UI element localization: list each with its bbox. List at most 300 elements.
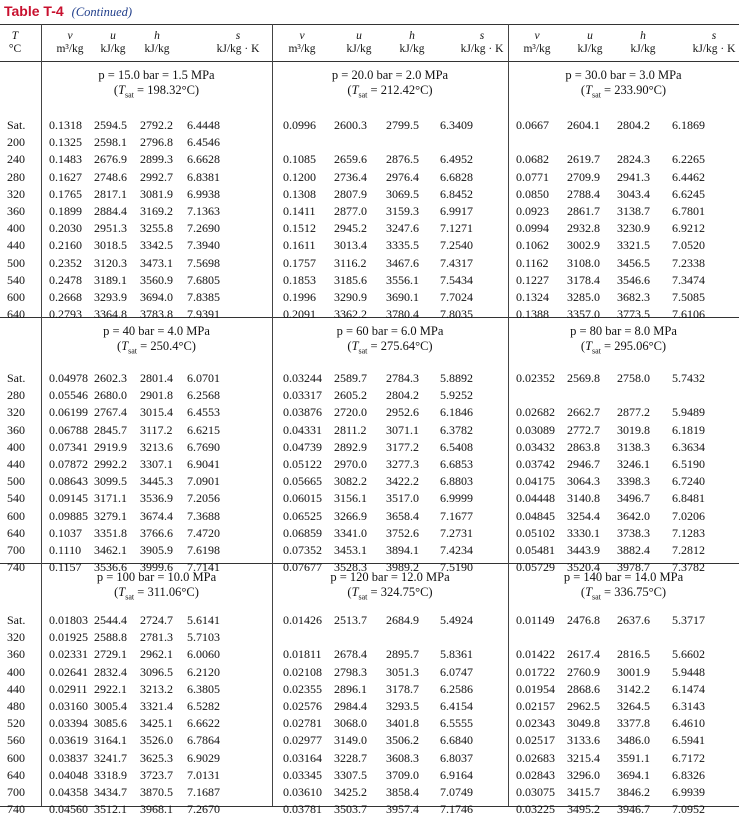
table-cell: 6.1869 (672, 118, 705, 132)
table-cell: 0.2091 (283, 307, 316, 322)
table-cell: 3171.1 (94, 491, 127, 506)
temperature-cell: 560 (7, 733, 25, 748)
table-cell: 2992.2 (94, 457, 127, 471)
table-cell: 0.1483 (49, 152, 82, 167)
table-cell: 3357.0 (567, 307, 600, 322)
table-cell: 6.2568 (187, 388, 220, 403)
pressure-header (41, 68, 272, 103)
table-cell: 3149.0 (334, 733, 367, 748)
tsat-value: = 233.90°C) (600, 83, 667, 97)
table-cell: 0.1757 (283, 255, 316, 270)
table-cell: 2659.6 (334, 152, 367, 167)
table-cell: 6.9999 (440, 491, 473, 506)
table-cell: 3536.9 (140, 491, 173, 506)
header-symbol: s (711, 30, 717, 42)
tsat-value: = 275.64°C) (367, 339, 433, 353)
table-cell: 7.1746 (440, 802, 473, 816)
table-cell: 0.1037 (49, 525, 82, 540)
table-cell: 3247.6 (386, 221, 419, 236)
table-cell: 0.0850 (516, 186, 549, 201)
table-cell: 3138.3 (617, 439, 650, 454)
table-cell: 3254.4 (567, 508, 600, 523)
table-cell: 3517.0 (386, 491, 419, 506)
table-cell: 6.3805 (187, 681, 220, 696)
table-cell: 0.03317 (283, 388, 322, 403)
table-cell: 3506.2 (386, 733, 419, 748)
table-cell: 0.1085 (283, 152, 316, 167)
table-cell: 3526.0 (140, 733, 173, 748)
table-cell: 3015.4 (140, 405, 173, 420)
table-cell: 0.1899 (49, 204, 82, 218)
table-cell: 3140.8 (567, 491, 600, 506)
table-cell: 3496.7 (617, 491, 650, 506)
temperature-cell: 400 (7, 439, 25, 454)
table-cell: 3071.1 (386, 422, 419, 437)
table-cell: 2760.9 (567, 664, 600, 679)
table-cell: 7.5085 (672, 290, 705, 304)
table-cell: 6.4546 (187, 135, 220, 150)
header-t-unit: °C (8, 43, 22, 55)
header-unit: kJ/kg (399, 43, 425, 55)
table-cell: 6.6215 (187, 422, 220, 437)
table-cell: 3546.6 (617, 272, 650, 287)
table-cell: 3905.9 (140, 543, 173, 557)
table-cell: 0.0682 (516, 152, 549, 167)
rule-line (0, 61, 739, 62)
table-cell: 0.04048 (49, 767, 88, 782)
temperature-cell: 360 (7, 204, 25, 218)
pressure-label: p = 140 bar = 14.0 MPa (563, 570, 684, 584)
table-cell: 0.07872 (49, 457, 88, 471)
table-cell: 0.1512 (283, 221, 316, 236)
table-cell: 5.8361 (440, 647, 473, 662)
table-cell: 6.2120 (187, 664, 220, 679)
table-cell: 7.4317 (440, 255, 473, 270)
table-cell: 3486.0 (617, 733, 650, 748)
table-cell: 3051.3 (386, 664, 419, 679)
table-cell: 3189.1 (94, 272, 127, 287)
table-cell: 6.5555 (440, 716, 473, 731)
table-cell: 3694.1 (617, 767, 650, 782)
table-cell: 0.0771 (516, 169, 549, 184)
table-cell: 7.6198 (187, 543, 220, 557)
table-cell: 7.0901 (187, 474, 220, 489)
table-cell: 0.04448 (516, 491, 555, 506)
table-cell: 3364.8 (94, 307, 127, 322)
table-cell: 3169.2 (140, 204, 173, 218)
table-cell: 7.4720 (187, 525, 220, 540)
table-cell: 0.04560 (49, 802, 88, 816)
table-cell: 6.6622 (187, 716, 220, 731)
table-cell: 3738.3 (617, 525, 650, 540)
temperature-cell: 540 (7, 491, 25, 506)
table-cell: 0.01722 (516, 664, 555, 679)
table-cell: 7.2540 (440, 238, 473, 253)
header-symbol: v (299, 30, 305, 42)
table-cell: 3377.8 (617, 716, 650, 731)
table-cell: 3512.1 (94, 802, 127, 816)
table-cell: 3351.8 (94, 525, 127, 540)
table-cell: 0.04175 (516, 474, 555, 489)
table-cell: 2945.2 (334, 221, 367, 236)
header-s-3 (679, 30, 739, 56)
table-cell: 7.2670 (187, 802, 220, 816)
table-cell: 3318.9 (94, 767, 127, 782)
table-cell: 3005.4 (94, 699, 127, 713)
table-cell: 3434.7 (94, 785, 127, 799)
table-cell: 0.02517 (516, 733, 555, 748)
table-cell: 0.02108 (283, 664, 322, 679)
header-symbol: h (640, 30, 646, 42)
table-cell: 0.02683 (516, 750, 555, 765)
table-cell: 6.9029 (187, 750, 220, 765)
pressure-header (508, 68, 739, 103)
table-cell: 3307.1 (140, 457, 173, 471)
header-symbol: h (154, 30, 160, 42)
table-cell: 6.4553 (187, 405, 220, 420)
table-cell: 0.06525 (283, 508, 322, 523)
table-cell: 3398.3 (617, 474, 650, 489)
table-cell: 0.04978 (49, 371, 88, 385)
table-cell: 7.1677 (440, 508, 473, 523)
header-symbol: u (587, 30, 593, 42)
column-divider (508, 24, 509, 806)
table-cell: 7.1283 (672, 525, 705, 540)
table-cell: 0.01925 (49, 630, 88, 645)
saturation-temperature: $(T_{sat} = 336.75^\circ C)$ (580, 585, 667, 602)
table-cell: 0.08643 (49, 474, 88, 489)
table-cell: 7.0952 (672, 802, 705, 816)
table-cell: 0.02682 (516, 405, 555, 420)
tsat-value: = 212.42°C) (367, 83, 433, 97)
table-cell: 5.6141 (187, 613, 220, 627)
table-cell: 7.3474 (672, 272, 705, 287)
table-cell: 7.4234 (440, 543, 473, 557)
table-cell: 0.2352 (49, 255, 82, 270)
saturation-temperature: $(T_{sat} = 295.06^\circ C)$ (580, 339, 667, 356)
table-cell: 0.05546 (49, 388, 88, 403)
table-cell: 0.0996 (283, 118, 316, 132)
table-cell: 6.6840 (440, 733, 473, 748)
table-cell: 2877.0 (334, 204, 367, 218)
table-cell: 7.5190 (440, 560, 473, 575)
table-cell: 0.07352 (283, 543, 322, 557)
table-cell: 0.0994 (516, 221, 549, 236)
table-cell: 0.1765 (49, 186, 82, 201)
table-cell: 6.1474 (672, 681, 705, 696)
table-cell: 2799.5 (386, 118, 419, 132)
table-cell: 2816.5 (617, 647, 650, 662)
table-cell: 2976.4 (386, 169, 419, 184)
table-cell: 6.9939 (672, 785, 705, 799)
table-cell: 0.03345 (283, 767, 322, 782)
table-cell: 3425.2 (334, 785, 367, 799)
table-cell: 3293.5 (386, 699, 419, 713)
tsat-value: = 295.06°C) (600, 339, 667, 353)
table-cell: 0.1227 (516, 272, 549, 287)
table-cell: 5.9489 (672, 405, 705, 420)
table-cell: 7.9391 (187, 307, 220, 322)
table-cell: 3068.0 (334, 716, 367, 731)
table-cell: 2676.9 (94, 152, 127, 167)
table-cell: 3946.7 (617, 802, 650, 816)
table-cell: 5.6602 (672, 647, 705, 662)
table-cell: 6.7240 (672, 474, 705, 489)
table-cell: 2861.7 (567, 204, 600, 218)
temperature-cell: 400 (7, 221, 25, 236)
temperature-cell: 320 (7, 405, 25, 420)
table-cell: 0.1411 (283, 204, 316, 218)
table-cell: 3422.2 (386, 474, 419, 489)
column-divider (41, 24, 42, 806)
table-cell: 6.9041 (187, 457, 220, 471)
table-cell: 3159.3 (386, 204, 419, 218)
table-cell: 6.6828 (440, 169, 473, 184)
table-cell: 2922.1 (94, 681, 127, 696)
table-cell: 0.2160 (49, 238, 82, 253)
temperature-cell: Sat. (7, 118, 26, 132)
table-cell: 0.03394 (49, 716, 88, 731)
table-cell: 0.03619 (49, 733, 88, 748)
table-cell: 3536.6 (94, 560, 127, 575)
table-cell: 6.6853 (440, 457, 473, 471)
table-cell: 6.1846 (440, 405, 473, 420)
saturation-temperature: $(T_{sat} = 275.64^\circ C)$ (347, 339, 433, 356)
table-cell: 3117.2 (140, 422, 173, 437)
tsat-value: = 324.75°C) (367, 585, 433, 599)
table-label: Table T-4 (4, 3, 64, 19)
header-symbol: h (409, 30, 415, 42)
table-cell: 3694.0 (140, 290, 173, 304)
table-cell: 2784.3 (386, 371, 419, 385)
table-cell: 3999.6 (140, 560, 173, 575)
table-cell: 3520.4 (567, 560, 600, 575)
header-h-2 (377, 30, 447, 56)
saturation-temperature: $(T_{sat} = 233.90^\circ C)$ (580, 83, 667, 100)
temperature-cell: 320 (7, 186, 25, 201)
table-cell: 2941.3 (617, 169, 650, 184)
table-cell: 3658.4 (386, 508, 419, 523)
table-cell: 0.02781 (283, 716, 322, 731)
table-cell: 0.09885 (49, 508, 88, 523)
table-cell: 0.1200 (283, 169, 316, 184)
table-cell: 3185.6 (334, 272, 367, 287)
table-cell: 0.04845 (516, 508, 555, 523)
temperature-cell: 640 (7, 307, 25, 322)
table-cell: 0.2030 (49, 221, 82, 236)
table-cell: 0.01811 (283, 647, 322, 662)
table-cell: 6.0701 (187, 371, 220, 385)
table-cell: 6.5941 (672, 733, 705, 748)
table-cell: 0.05481 (516, 543, 555, 557)
table-cell: 0.0667 (516, 118, 549, 132)
table-cell: 7.7141 (187, 560, 220, 575)
table-cell: 0.02157 (516, 699, 555, 713)
table-title (4, 3, 132, 21)
table-cell: 0.05122 (283, 457, 322, 471)
table-cell: 0.1157 (49, 560, 82, 575)
table-cell: 3362.2 (334, 307, 367, 322)
table-cell: 2962.1 (140, 647, 173, 662)
table-cell: 2804.2 (617, 118, 650, 132)
table-cell: 3968.1 (140, 802, 173, 816)
table-cell: 3401.8 (386, 716, 419, 731)
temperature-cell: 640 (7, 525, 25, 540)
table-cell: 0.03225 (516, 802, 555, 816)
table-cell: 2832.4 (94, 664, 127, 679)
table-cell: 6.5190 (672, 457, 705, 471)
table-cell: 2895.7 (386, 647, 419, 662)
table-cell: 3978.7 (617, 560, 650, 575)
table-cell: 6.0060 (187, 647, 220, 662)
table-cell: 3082.2 (334, 474, 367, 489)
table-cell: 0.01422 (516, 647, 555, 662)
table-cell: 3241.7 (94, 750, 127, 765)
table-cell: 7.3940 (187, 238, 220, 253)
table-cell: 3133.6 (567, 733, 600, 748)
table-cell: 6.2265 (672, 152, 705, 167)
table-cell: 0.1388 (516, 307, 549, 322)
table-cell: 3064.3 (567, 474, 600, 489)
table-cell: 3467.6 (386, 255, 419, 270)
table-cell: 3625.3 (140, 750, 173, 765)
table-cell: 2845.7 (94, 422, 127, 437)
table-cell: 7.5434 (440, 272, 473, 287)
table-cell: 3246.1 (617, 457, 650, 471)
table-cell: 2788.4 (567, 186, 600, 201)
table-cell: 0.02977 (283, 733, 322, 748)
table-cell: 3321.4 (140, 699, 173, 713)
table-cell: 3846.2 (617, 785, 650, 799)
table-cell: 0.1318 (49, 118, 82, 132)
table-cell: 2896.1 (334, 681, 367, 696)
pressure-label: p = 120 bar = 12.0 MPa (330, 570, 450, 584)
table-cell: 0.1996 (283, 290, 316, 304)
saturation-temperature: $(T_{sat} = 250.4^\circ C)$ (117, 339, 196, 356)
table-cell: 7.2690 (187, 221, 220, 236)
table-cell: 0.02911 (49, 681, 88, 696)
header-symbol: v (534, 30, 540, 42)
table-cell: 6.4154 (440, 699, 473, 713)
table-cell: 6.3409 (440, 118, 473, 132)
table-cell: 2758.0 (617, 371, 650, 385)
table-cell: 6.9938 (187, 186, 220, 201)
table-cell: 2662.7 (567, 405, 600, 420)
table-cell: 6.8037 (440, 750, 473, 765)
table-cell: 0.02352 (516, 371, 555, 385)
table-cell: 6.6628 (187, 152, 220, 167)
table-cell: 2729.1 (94, 647, 127, 662)
table-cell: 0.01149 (516, 613, 555, 627)
table-cell: 3752.6 (386, 525, 419, 540)
pressure-header (272, 570, 508, 605)
temperature-cell: 360 (7, 422, 25, 437)
table-cell: 2569.8 (567, 371, 600, 385)
table-cell: 0.04331 (283, 422, 322, 437)
table-cell: 3178.4 (567, 272, 600, 287)
table-cell: 3285.0 (567, 290, 600, 304)
table-cell: 6.4952 (440, 152, 473, 167)
temperature-cell: 600 (7, 508, 25, 523)
header-h-3 (608, 30, 678, 56)
table-cell: 3709.0 (386, 767, 419, 782)
pressure-label: p = 20.0 bar = 2.0 MPa (331, 68, 449, 82)
table-cell: 7.6106 (672, 307, 705, 322)
pressure-label: p = 15.0 bar = 1.5 MPa (98, 68, 215, 82)
temperature-cell: 600 (7, 290, 25, 304)
temperature-cell: 400 (7, 664, 25, 679)
table-cell: 5.9252 (440, 388, 473, 403)
table-cell: 6.8452 (440, 186, 473, 201)
temperature-cell: 440 (7, 457, 25, 471)
header-temperature (0, 30, 30, 56)
header-unit: m³/kg (288, 43, 316, 55)
table-cell: 6.1819 (672, 422, 705, 437)
pressure-header (272, 324, 508, 359)
table-cell: 0.1162 (516, 255, 549, 270)
temperature-cell: 280 (7, 388, 25, 403)
table-cell: 3473.1 (140, 255, 173, 270)
table-cell: 2748.6 (94, 169, 127, 184)
table-cell: 0.02843 (516, 767, 555, 782)
table-cell: 2604.1 (567, 118, 600, 132)
saturation-temperature: $(T_{sat} = 324.75^\circ C)$ (347, 585, 433, 602)
table-cell: 3255.8 (140, 221, 173, 236)
temperature-cell: 480 (7, 699, 25, 713)
temperature-cell: 740 (7, 560, 25, 575)
table-cell: 3560.9 (140, 272, 173, 287)
temperature-cell: 440 (7, 238, 25, 253)
table-cell: 3495.2 (567, 802, 600, 816)
table-cell: 3164.1 (94, 733, 127, 748)
table-cell: 6.9164 (440, 767, 473, 782)
table-cell: 2617.4 (567, 647, 600, 662)
table-cell: 6.5408 (440, 439, 473, 454)
table-cell: 0.02343 (516, 716, 555, 731)
temperature-cell: 320 (7, 630, 25, 645)
table-cell: 7.2056 (187, 491, 220, 506)
table-cell: 6.9917 (440, 204, 473, 218)
table-cell: 3213.2 (140, 681, 173, 696)
table-cell: 3989.2 (386, 560, 419, 575)
table-cell: 3456.5 (617, 255, 650, 270)
table-cell: 0.02641 (49, 664, 88, 679)
table-cell: 3228.7 (334, 750, 367, 765)
table-cell: 2589.7 (334, 371, 367, 385)
table-cell: 0.03244 (283, 371, 322, 385)
table-cell: 2709.9 (567, 169, 600, 184)
table-cell: 5.7432 (672, 371, 705, 385)
table-cell: 2476.8 (567, 613, 600, 627)
table-cell: 2594.5 (94, 118, 127, 132)
table-cell: 2952.6 (386, 405, 419, 420)
tsat-value: = 198.32°C) (133, 83, 200, 97)
pressure-label: p = 60 bar = 6.0 MPa (336, 324, 444, 338)
table-cell: 0.06859 (283, 525, 322, 540)
table-cell: 3266.9 (334, 508, 367, 523)
table-cell: 0.07341 (49, 439, 88, 454)
table-cell: 6.4610 (672, 716, 705, 731)
table-cell: 2984.4 (334, 699, 367, 713)
tsat-value: = 250.4°C) (137, 339, 196, 353)
temperature-cell: 360 (7, 647, 25, 662)
table-cell: 3215.4 (567, 750, 600, 765)
table-cell: 7.8035 (440, 307, 473, 322)
table-cell: 6.4448 (187, 118, 220, 132)
pressure-header (41, 324, 272, 359)
table-cell: 0.06788 (49, 422, 88, 437)
table-cell: 3019.8 (617, 422, 650, 437)
